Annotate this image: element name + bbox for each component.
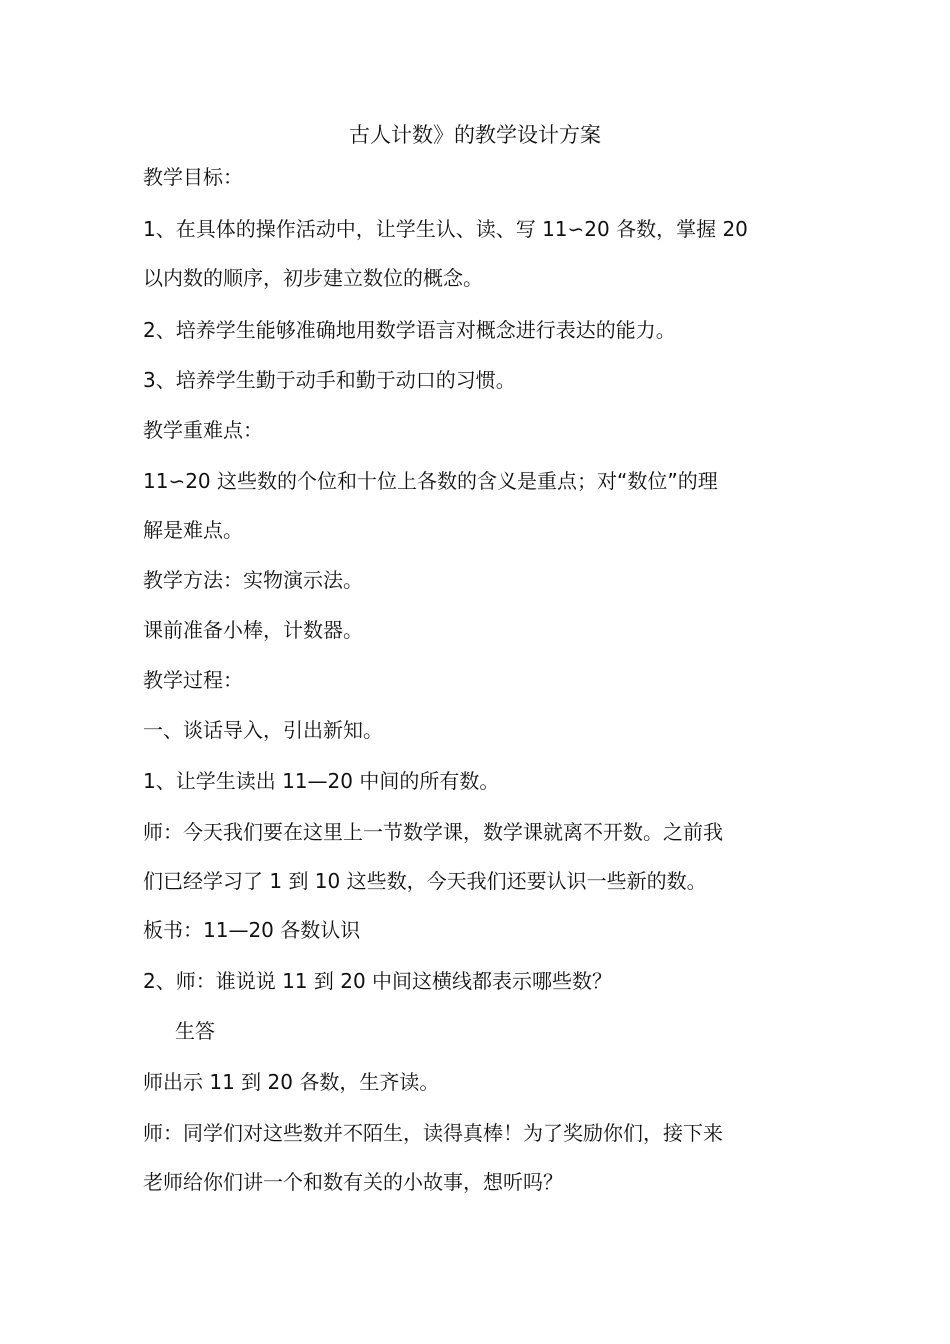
paragraph-line: 生答 [175,1019,215,1043]
paragraph-line: 11∽20 这些数的个位和十位上各数的含义是重点；对“数位”的理 [143,469,718,493]
paragraph-line: 板书：11—20 各数认识 [143,918,361,942]
section-heading-teaching-process: 教学过程： [143,668,243,692]
paragraph-line: 一、谈话导入，引出新知。 [143,718,383,742]
paragraph-line: 1、在具体的操作活动中，让学生认、读、写 11∽20 各数，掌握 20 [143,217,748,241]
paragraph-line: 们已经学习了 1 到 10 这些数，今天我们还要认识一些新的数。 [143,869,707,893]
section-heading-teaching-goals: 教学目标： [143,165,243,189]
paragraph-line: 师出示 11 到 20 各数，生齐读。 [143,1070,440,1094]
section-heading-key-difficulties: 教学重难点： [143,418,263,442]
paragraph-line: 解是难点。 [143,518,243,542]
paragraph-line: 师：同学们对这些数并不陌生，读得真棒！为了奖励你们，接下来 [143,1121,723,1145]
paragraph-line: 老师给你们讲一个和数有关的小故事，想听吗？ [143,1170,563,1194]
paragraph-line: 教学方法：实物演示法。 [143,568,363,592]
paragraph-line: 2、师：谁说说 11 到 20 中间这横线都表示哪些数？ [143,969,613,993]
paragraph-line: 2、培养学生能够准确地用数学语言对概念进行表达的能力。 [143,318,676,342]
paragraph-line: 师：今天我们要在这里上一节数学课，数学课就离不开数。之前我 [143,820,723,844]
paragraph-line: 以内数的顺序，初步建立数位的概念。 [143,266,483,290]
paragraph-line: 课前准备小棒，计数器。 [143,618,363,642]
paragraph-line: 3、培养学生勤于动手和勤于动口的习惯。 [143,368,516,392]
document-title: 古人计数》的教学设计方案 [349,123,601,147]
paragraph-line: 1、让学生读出 11—20 中间的所有数。 [143,769,500,793]
